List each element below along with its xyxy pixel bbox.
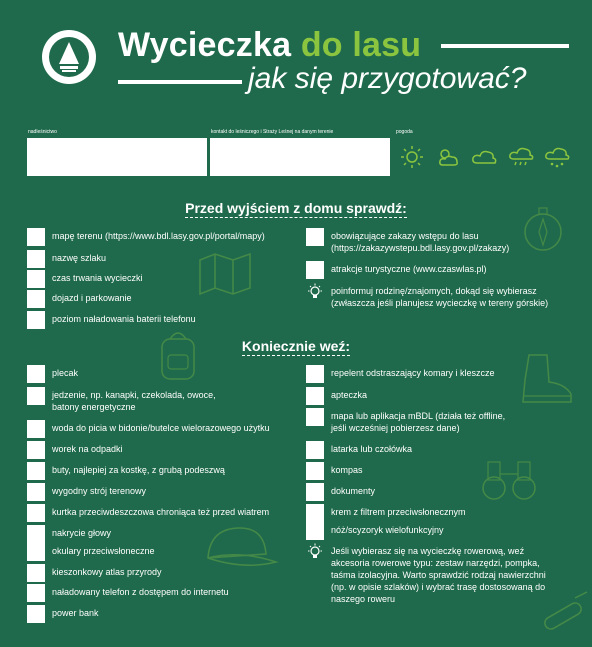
- list-item[interactable]: dojazd i parkowanie: [27, 290, 297, 308]
- sun-icon[interactable]: [398, 145, 426, 169]
- checkbox[interactable]: [27, 483, 45, 501]
- checkbox[interactable]: [306, 462, 324, 480]
- checkbox[interactable]: [27, 387, 45, 405]
- checkbox[interactable]: [306, 441, 324, 459]
- partly-cloudy-icon[interactable]: [434, 145, 462, 169]
- checkbox[interactable]: [306, 261, 324, 279]
- list-item[interactable]: poziom naładowania baterii telefonu: [27, 311, 297, 329]
- cloud-icon[interactable]: [470, 145, 498, 169]
- checkbox[interactable]: [27, 525, 45, 543]
- list-item[interactable]: apteczka: [306, 387, 516, 405]
- checkbox[interactable]: [306, 483, 324, 501]
- list-item[interactable]: nazwę szlaku: [27, 250, 297, 268]
- checkbox[interactable]: [27, 462, 45, 480]
- list-item[interactable]: atrakcje turystyczne (www.czaswlas.pl): [306, 261, 546, 279]
- checkbox[interactable]: [306, 365, 324, 383]
- list-item[interactable]: jedzenie, np. kanapki, czekolada, owoce, batony energetyczne: [27, 387, 242, 413]
- compass-icon: [520, 205, 566, 255]
- map-icon: [195, 250, 255, 298]
- checkbox[interactable]: [27, 270, 45, 288]
- district-field[interactable]: [27, 138, 207, 176]
- list-item[interactable]: nóż/scyzoryk wielofunkcyjny: [306, 522, 516, 540]
- contact-field[interactable]: [210, 138, 390, 176]
- section-must-take-title: Koniecznie weź:: [241, 338, 351, 354]
- checkbox[interactable]: [306, 387, 324, 405]
- checkbox[interactable]: [306, 408, 324, 426]
- list-item[interactable]: naładowany telefon z dostępem do internetu: [27, 584, 297, 602]
- list-item[interactable]: mapa lub aplikacja mBDL (działa też offline, jeśli wcześniej pobierzesz dane): [306, 408, 516, 434]
- list-item[interactable]: dokumenty: [306, 483, 516, 501]
- page-title: Wycieczka do lasu: [118, 26, 422, 64]
- weather-label: pogoda: [396, 129, 413, 135]
- list-item[interactable]: obowiązujące zakazy wstępu do lasu (https://zakazywstepu.bdl.lasy.gov.pl/zakazy): [306, 228, 506, 254]
- list-item[interactable]: mapę terenu (https://www.bdl.lasy.gov.pl/portal/mapy): [27, 228, 297, 246]
- checkbox[interactable]: [306, 522, 324, 540]
- list-item[interactable]: kompas: [306, 462, 516, 480]
- multitool-icon: [535, 590, 590, 640]
- checkbox[interactable]: [27, 311, 45, 329]
- list-item[interactable]: worek na odpadki: [27, 441, 297, 459]
- list-item[interactable]: okulary przeciwsłoneczne: [27, 543, 297, 561]
- hiking-boot-icon: [515, 350, 577, 410]
- checkbox[interactable]: [306, 504, 324, 522]
- checkbox[interactable]: [27, 605, 45, 623]
- checkbox[interactable]: [27, 290, 45, 308]
- checkbox[interactable]: [27, 564, 45, 582]
- list-item[interactable]: wygodny strój terenowy: [27, 483, 297, 501]
- contact-label: kontakt do leśniczego i Straży Leśnej na danym terenie: [211, 129, 334, 135]
- checkbox[interactable]: [27, 441, 45, 459]
- checkbox[interactable]: [27, 584, 45, 602]
- section-before-leaving-title: Przed wyjściem z domu sprawdź:: [185, 200, 407, 216]
- rain-icon[interactable]: [507, 145, 535, 169]
- list-item[interactable]: woda do picia w bidonie/butelce wielorazowego użytku: [27, 420, 297, 438]
- list-item[interactable]: kieszonkowy atlas przyrody: [27, 564, 297, 582]
- backpack-icon: [150, 325, 205, 385]
- list-item[interactable]: plecak: [27, 365, 277, 383]
- weather-icons: [394, 138, 575, 176]
- list-item[interactable]: krem z filtrem przeciwsłonecznym: [306, 504, 516, 522]
- lasy-panstwowe-logo: [40, 28, 98, 86]
- checkbox[interactable]: [27, 250, 45, 268]
- tip-item: poinformuj rodzinę/znajomych, dokąd się wybierasz (zwłaszcza jeśli planujesz wycieczkę w tereny górskie): [306, 283, 566, 309]
- list-item[interactable]: power bank: [27, 605, 297, 623]
- list-item[interactable]: nakrycie głowy: [27, 525, 297, 543]
- title-line-right: [441, 44, 569, 48]
- page-subtitle: jak się przygotować?: [248, 62, 527, 95]
- snow-icon[interactable]: [543, 145, 571, 169]
- list-item[interactable]: repelent odstraszający komary i kleszcze: [306, 365, 516, 383]
- lightbulb-icon: [306, 543, 324, 561]
- checkbox[interactable]: [306, 228, 324, 246]
- checkbox[interactable]: [27, 420, 45, 438]
- title-line-left: [118, 80, 242, 84]
- checkbox[interactable]: [27, 543, 45, 561]
- checkbox[interactable]: [27, 504, 45, 522]
- list-item[interactable]: kurtka przeciwdeszczowa chroniąca też przed wiatrem: [27, 504, 297, 522]
- district-label: nadleśnictwo: [28, 129, 57, 135]
- checkbox[interactable]: [27, 365, 45, 383]
- list-item[interactable]: buty, najlepiej za kostkę, z grubą podeszwą: [27, 462, 297, 480]
- lightbulb-icon: [306, 283, 324, 301]
- list-item[interactable]: czas trwania wycieczki: [27, 270, 297, 288]
- binoculars-icon: [478, 456, 540, 504]
- checkbox[interactable]: [27, 228, 45, 246]
- list-item[interactable]: latarka lub czołówka: [306, 441, 516, 459]
- tip-item: Jeśli wybierasz się na wycieczkę rowerową, weź akcesoria rowerowe typu: zestaw narzędzi, pompka, taśma izolacyjna. Warto sprawdzić rodzaj nawierzchni (np. w opisie szlaków) i wybrać trasę dostosowaną do naszego roweru: [306, 543, 556, 605]
- cap-icon: [200, 520, 280, 576]
